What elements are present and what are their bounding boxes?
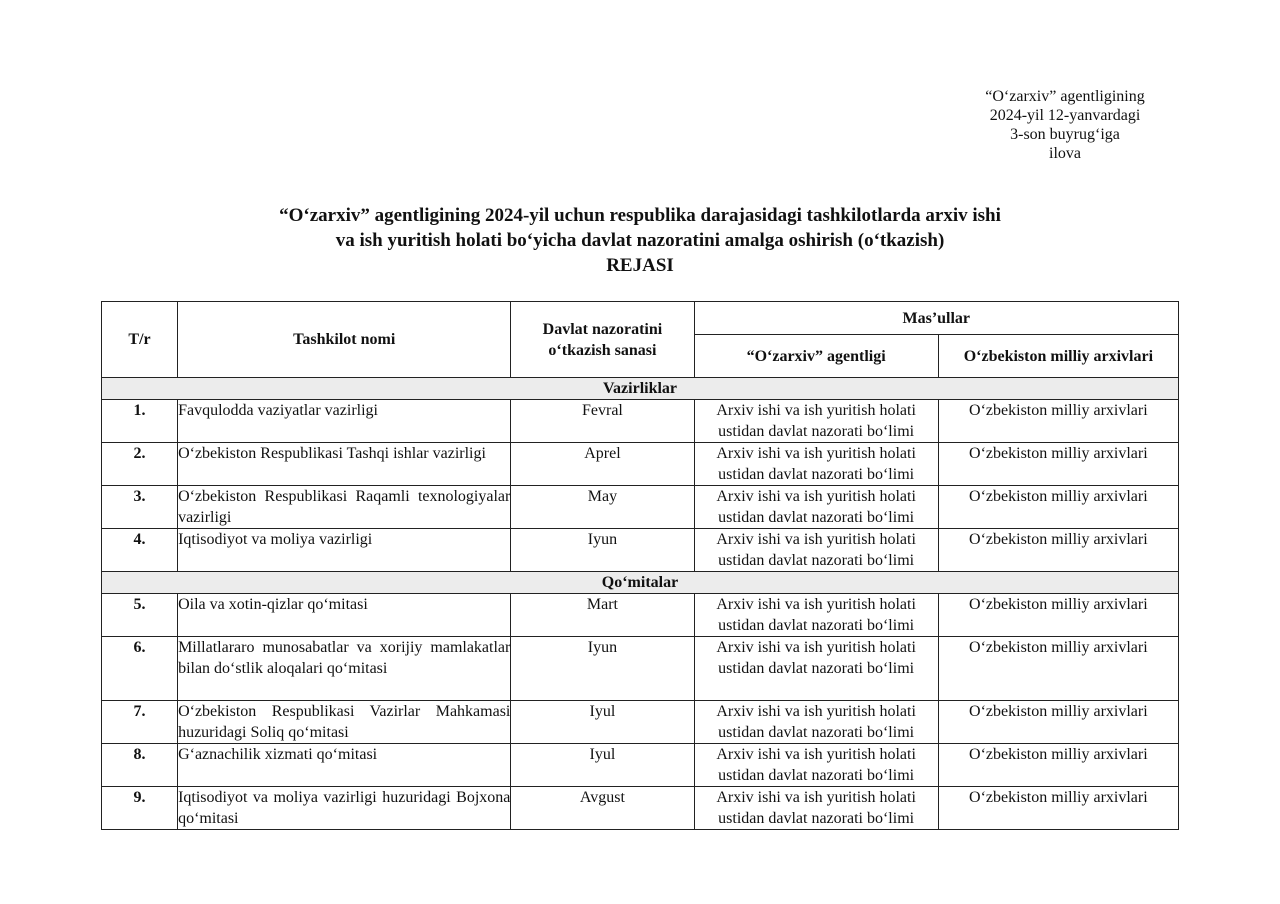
organization-name: O‘zbekiston Respublikasi Tashqi ishlar vazirligi (178, 443, 511, 486)
section-title: Vazirliklar (102, 378, 1179, 400)
table-row (102, 529, 1179, 572)
responsible-agency: Arxiv ishi va ish yuritish holati ustidan davlat nazorati bo‘limi (694, 637, 938, 701)
responsible-archives: O‘zbekiston milliy arxivlari (938, 529, 1178, 572)
table-row (102, 744, 1179, 787)
table-header-row (102, 302, 1179, 335)
inspection-date: Iyul (511, 744, 694, 787)
row-number: 8. (102, 744, 178, 787)
inspection-date: Iyun (511, 529, 694, 572)
organization-name: O‘zbekiston Respublikasi Raqamli texnologiyalar vazirligi (178, 486, 511, 529)
row-number: 6. (102, 637, 178, 701)
responsible-agency: Arxiv ishi va ish yuritish holati ustidan davlat nazorati bo‘limi (694, 701, 938, 744)
organization-name: Oila va xotin-qizlar qo‘mitasi (178, 594, 511, 637)
inspection-date: Mart (511, 594, 694, 637)
annex-line: ilova (1049, 145, 1081, 162)
header-responsible: Mas’ullar (694, 302, 1178, 335)
organization-name: Favqulodda vaziyatlar vazirligi (178, 400, 511, 443)
responsible-archives: O‘zbekiston milliy arxivlari (938, 594, 1178, 637)
row-number: 7. (102, 701, 178, 744)
header-national-archives: O‘zbekiston milliy arxivlari (938, 335, 1178, 378)
table-row (102, 637, 1179, 701)
table-row (102, 400, 1179, 443)
responsible-archives: O‘zbekiston milliy arxivlari (938, 744, 1178, 787)
responsible-agency: Arxiv ishi va ish yuritish holati ustidan davlat nazorati bo‘limi (694, 486, 938, 529)
plan-table (101, 301, 1179, 830)
header-inspection-date: Davlat nazoratini o‘tkazish sanasi (511, 302, 694, 378)
organization-name: G‘aznachilik xizmati qo‘mitasi (178, 744, 511, 787)
title-heading: REJASI (606, 255, 674, 276)
document-title (100, 203, 1180, 278)
table-row (102, 701, 1179, 744)
responsible-archives: O‘zbekiston milliy arxivlari (938, 400, 1178, 443)
responsible-agency: Arxiv ishi va ish yuritish holati ustidan davlat nazorati bo‘limi (694, 529, 938, 572)
table-row (102, 486, 1179, 529)
row-number: 9. (102, 787, 178, 830)
table-row (102, 787, 1179, 830)
header-agency: “O‘zarxiv” agentligi (694, 335, 938, 378)
responsible-archives: O‘zbekiston milliy arxivlari (938, 701, 1178, 744)
responsible-archives: O‘zbekiston milliy arxivlari (938, 443, 1178, 486)
row-number: 2. (102, 443, 178, 486)
title-line: va ish yuritish holati bo‘yicha davlat nazoratini amalga oshirish (o‘tkazish) (335, 230, 945, 251)
organization-name: Iqtisodiyot va moliya vazirligi huzuridagi Bojxona qo‘mitasi (178, 787, 511, 830)
inspection-date: Iyun (511, 637, 694, 701)
inspection-date: Avgust (511, 787, 694, 830)
responsible-archives: O‘zbekiston milliy arxivlari (938, 787, 1178, 830)
title-line: “O‘zarxiv” agentligining 2024-yil uchun respublika darajasidagi tashkilotlarda arxiv ishi (279, 205, 1001, 226)
section-row (102, 572, 1179, 594)
row-number: 5. (102, 594, 178, 637)
responsible-archives: O‘zbekiston milliy arxivlari (938, 637, 1178, 701)
annex-note (940, 87, 1190, 163)
responsible-agency: Arxiv ishi va ish yuritish holati ustidan davlat nazorati bo‘limi (694, 744, 938, 787)
plan-table-body (102, 378, 1179, 830)
row-number: 1. (102, 400, 178, 443)
annex-line: “O‘zarxiv” agentligining (985, 88, 1145, 105)
inspection-date: May (511, 486, 694, 529)
organization-name: Iqtisodiyot va moliya vazirligi (178, 529, 511, 572)
annex-line: 3-son buyrug‘iga (1010, 126, 1120, 143)
section-title: Qo‘mitalar (102, 572, 1179, 594)
row-number: 4. (102, 529, 178, 572)
header-number: T/r (102, 302, 178, 378)
inspection-date: Aprel (511, 443, 694, 486)
section-row (102, 378, 1179, 400)
responsible-archives: O‘zbekiston milliy arxivlari (938, 486, 1178, 529)
table-row (102, 594, 1179, 637)
responsible-agency: Arxiv ishi va ish yuritish holati ustidan davlat nazorati bo‘limi (694, 594, 938, 637)
responsible-agency: Arxiv ishi va ish yuritish holati ustidan davlat nazorati bo‘limi (694, 400, 938, 443)
table-row (102, 443, 1179, 486)
inspection-date: Iyul (511, 701, 694, 744)
organization-name: Millatlararo munosabatlar va xorijiy mamlakatlar bilan do‘stlik aloqalari qo‘mitasi (178, 637, 511, 701)
organization-name: O‘zbekiston Respublikasi Vazirlar Mahkamasi huzuridagi Soliq qo‘mitasi (178, 701, 511, 744)
responsible-agency: Arxiv ishi va ish yuritish holati ustidan davlat nazorati bo‘limi (694, 787, 938, 830)
row-number: 3. (102, 486, 178, 529)
header-organization-name: Tashkilot nomi (178, 302, 511, 378)
inspection-date: Fevral (511, 400, 694, 443)
responsible-agency: Arxiv ishi va ish yuritish holati ustidan davlat nazorati bo‘limi (694, 443, 938, 486)
annex-line: 2024-yil 12-yanvardagi (989, 107, 1141, 124)
